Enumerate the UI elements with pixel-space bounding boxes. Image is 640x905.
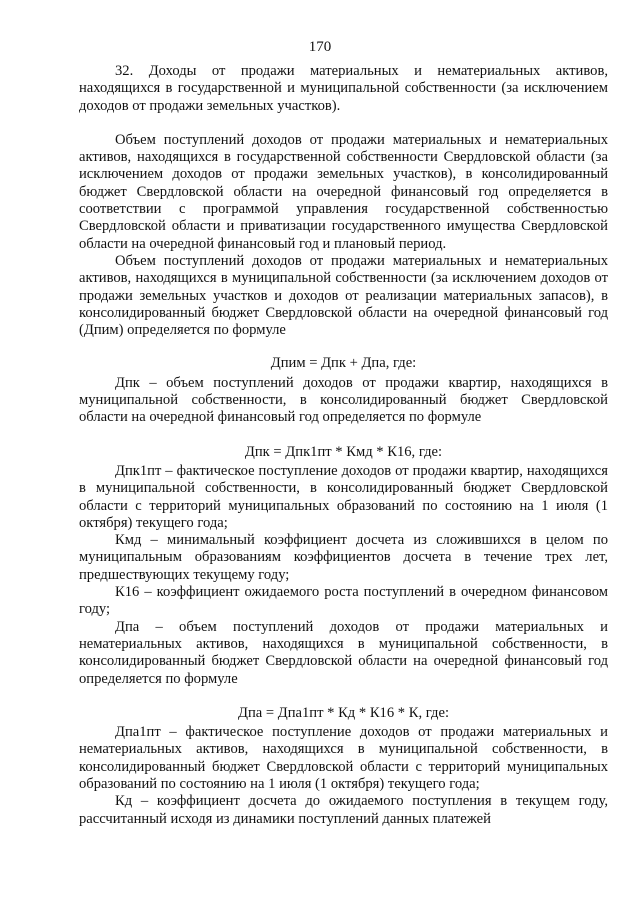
paragraph: Дпк1пт – фактическое поступление доходов от продажи квартир, находящихся в муниципальной собственности, в консолидированный бюджет Свердловской области с территорий муниципальных образований по состоянию на 1 июля (1 октября) текущего года; xyxy=(79,462,608,531)
document-body xyxy=(79,63,608,828)
paragraph: Кд – коэффициент досчета до ожидаемого поступления в текущем году, рассчитанный исходя из динамики поступлений данных платежей xyxy=(79,793,608,827)
paragraph: Дпк – объем поступлений доходов от продажи квартир, находящихся в муниципальной собственности, в консолидированный бюджет Свердловской области на очередной финансовый год определяется по формуле xyxy=(79,374,608,426)
page-number: 170 xyxy=(308,39,332,55)
paragraph: Дпа1пт – фактическое поступление доходов от продажи материальных и нематериальных активов, находящихся в муниципальной собственности, в консолидированный бюджет Свердловской области с территорий муниципальных образований по состоянию на 1 июля (1 октября) текущего года; xyxy=(79,724,608,792)
formula: Дпк = Дпк1пт * Кмд * К16, где: xyxy=(244,443,443,460)
paragraph: Объем поступлений доходов от продажи материальных и нематериальных активов, находящихся в муниципальной собственности (за исключением доходов от продажи земельных участков и доходов от реализации материальных запасов), в консолидированный бюджет Свердловской области на очередной финансовый год (Дпим) определяется по формуле xyxy=(79,252,608,339)
paragraph: Кмд – минимальный коэффициент досчета из сложившихся в целом по муниципальным образованиям коэффициентов досчета в течение трех лет, предшествующих текущему году; xyxy=(79,532,608,583)
paragraph: Дпа – объем поступлений доходов от продажи материальных и нематериальных активов, находящихся в муниципальной собственности, в консолидированный бюджет Свердловской области на очередной финансовый год определяется по формуле xyxy=(79,618,608,687)
paragraph: К16 – коэффициент ожидаемого роста поступлений в очередном финансовом году; xyxy=(79,584,608,618)
formula: Дпа = Дпа1пт * Кд * К16 * К, где: xyxy=(237,704,449,721)
paragraph: Объем поступлений доходов от продажи материальных и нематериальных активов, находящихся в государственной собственности Свердловской области (за исключением доходов от продажи земельных участков), в консолидированный бюджет Свердловской области на очередной финансовый год определяется в соответствии с программой управления государственной собственностью Свердловской области и приватизации государственного имущества Свердловской области на очередной финансовый год и плановый период. xyxy=(79,131,608,252)
section-heading: 32. Доходы от продажи материальных и нематериальных активов, находящихся в государственной и муниципальной собственности (за исключением доходов от продажи земельных участков). xyxy=(79,63,608,114)
formula: Дпим = Дпк + Дпа, где: xyxy=(270,355,417,372)
